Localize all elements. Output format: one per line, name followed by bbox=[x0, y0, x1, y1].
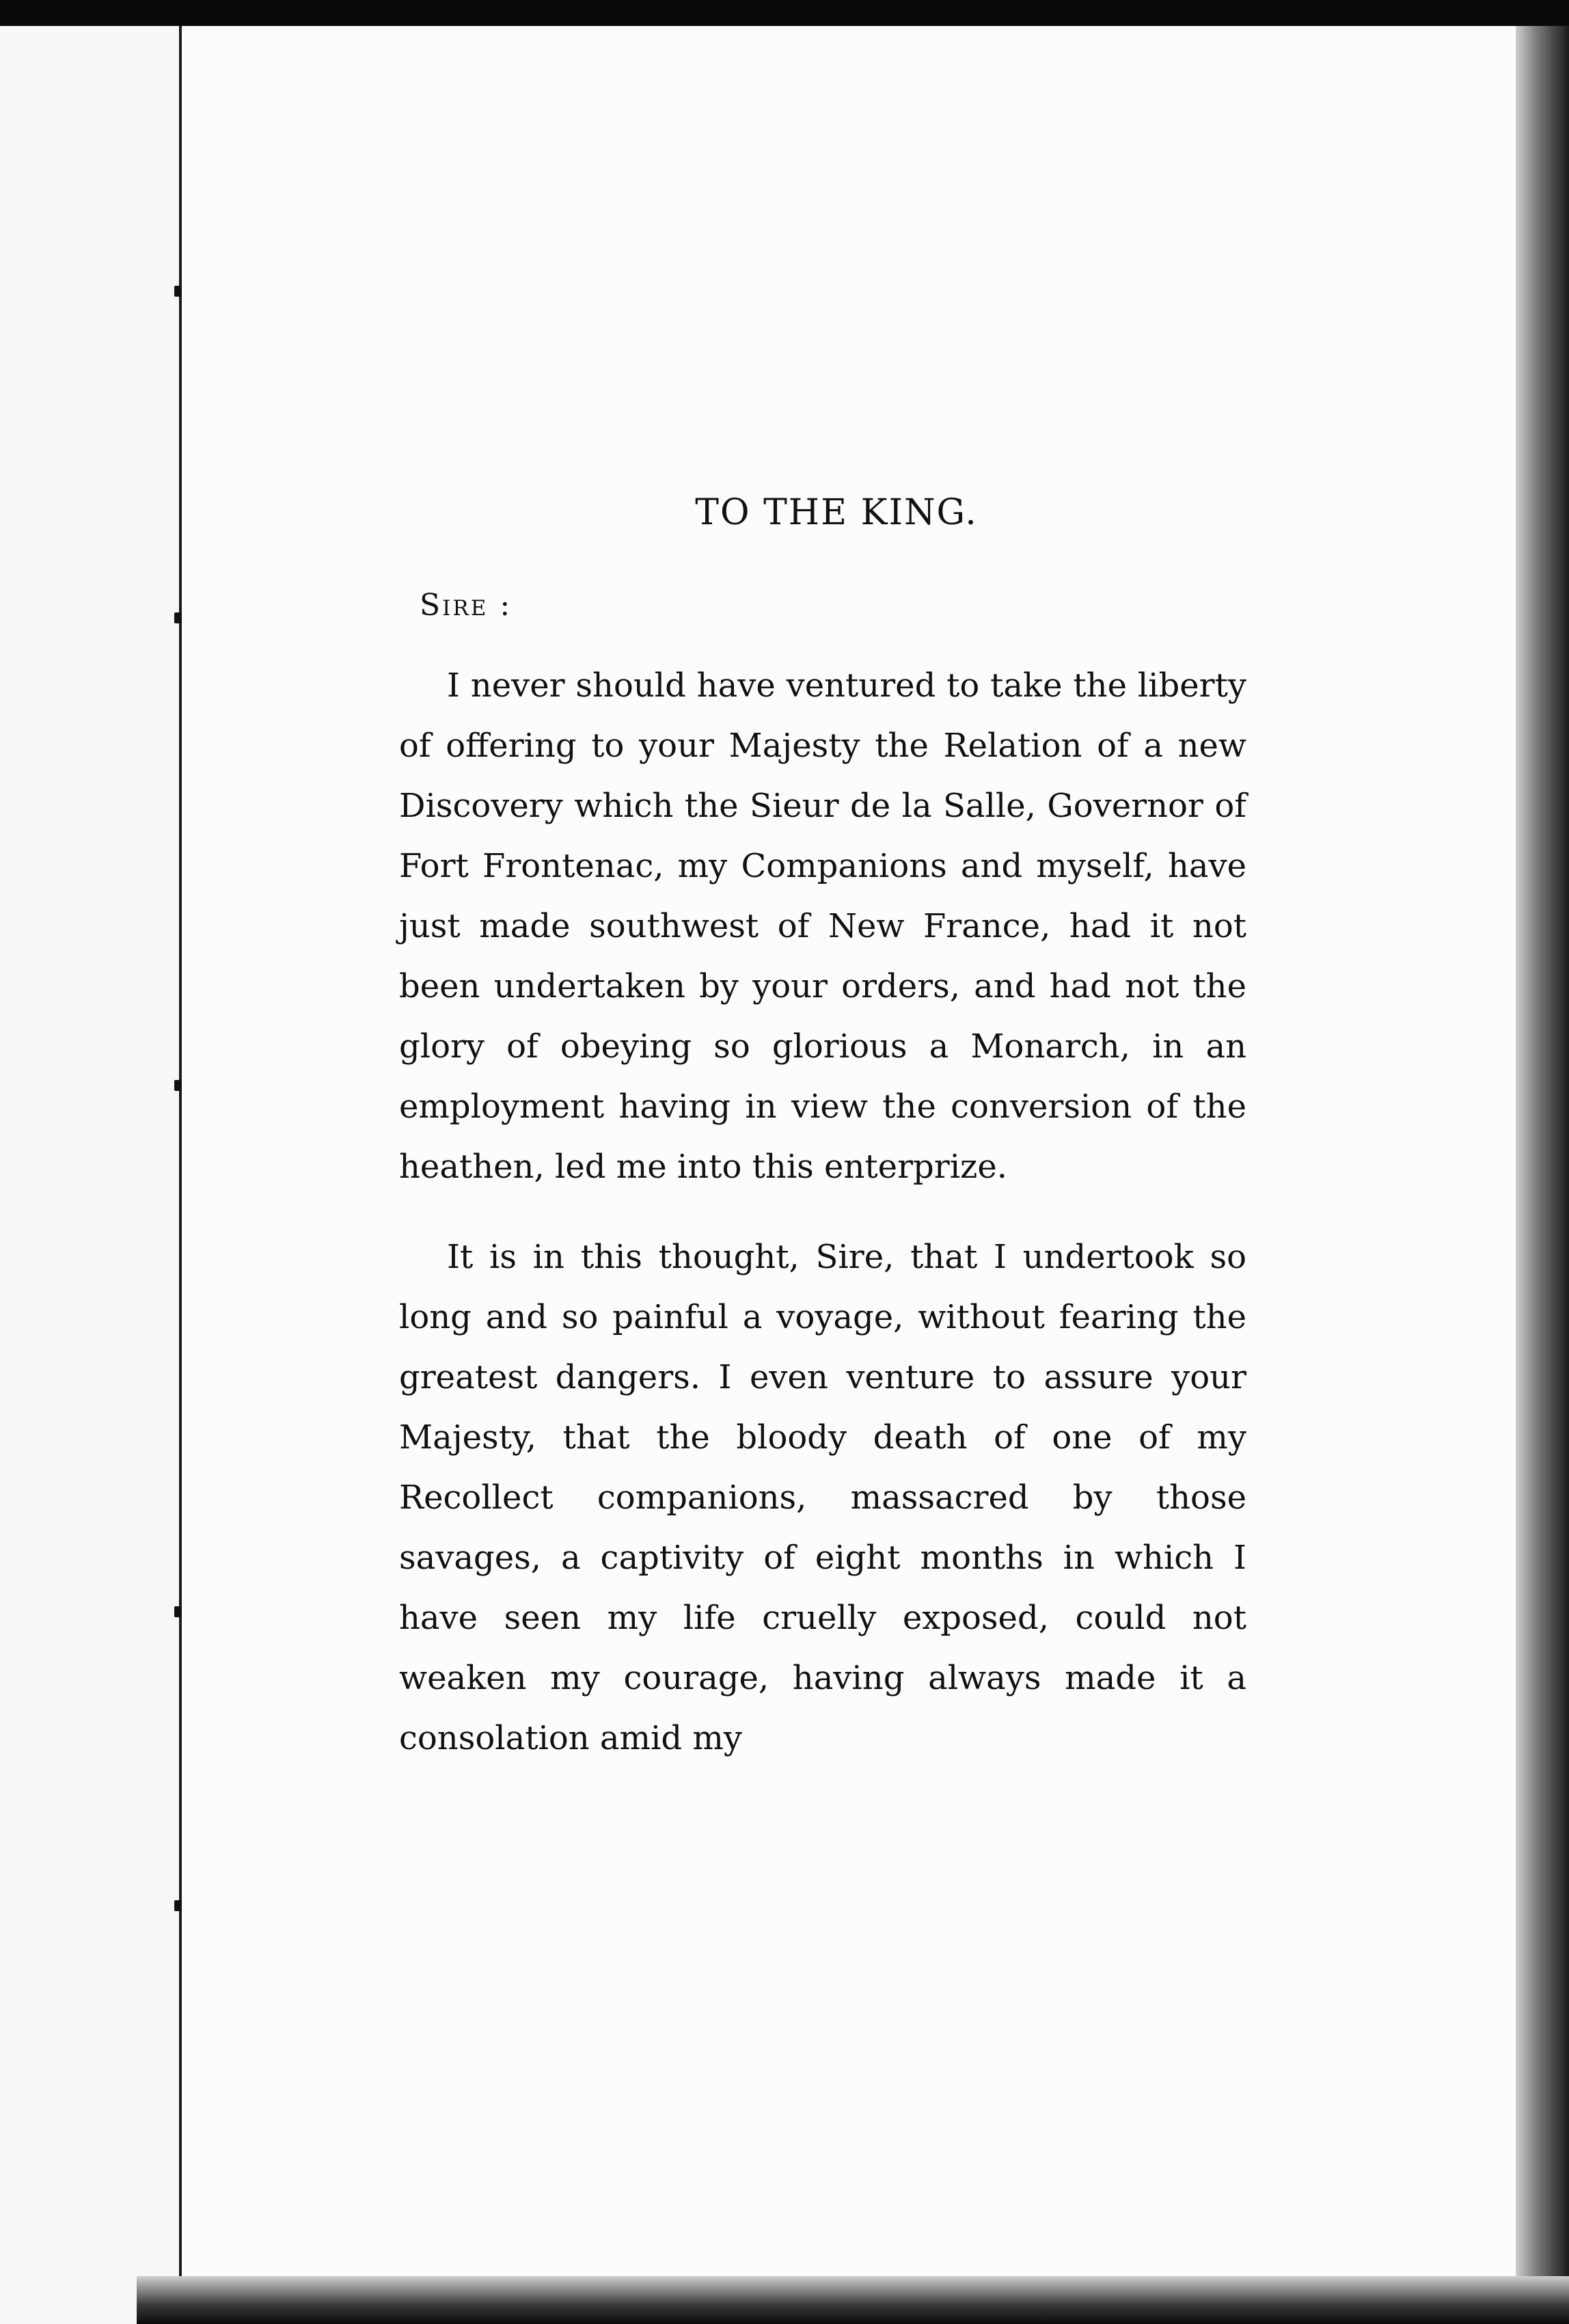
letter-body bbox=[399, 492, 1246, 1798]
left-gutter bbox=[0, 26, 179, 2324]
scan-top-edge bbox=[0, 0, 1569, 26]
paragraph: It is in this thought, Sire, that I undertook so long and so painful a voyage, without fearing the greatest dangers. I even venture to assure your Majesty, that the bloody death of one of my Recollect companions, massacred by those savages, a captivity of eight months in which I have seen my life cruelly exposed, could not weaken my courage, having always made it a consolation amid my bbox=[399, 1238, 1246, 1757]
page-bottom-edge bbox=[137, 2276, 1569, 2324]
page-title: TO THE KING. bbox=[695, 492, 978, 533]
paragraph: I never should have ventured to take the liberty of offering to your Majesty the Relation of a new Discovery which the Sieur de la Salle, Governor of Fort Frontenac, my Companions and myself, have just made southwest of New France, had it not been undertaken by your orders, and had not the glory of obeying so glorious a Monarch, in an employment having in view the conversion of the heathen, led me into this enterprize. bbox=[399, 666, 1246, 1186]
page-right-edge bbox=[1516, 26, 1569, 2324]
salutation: Sire : bbox=[420, 588, 513, 623]
